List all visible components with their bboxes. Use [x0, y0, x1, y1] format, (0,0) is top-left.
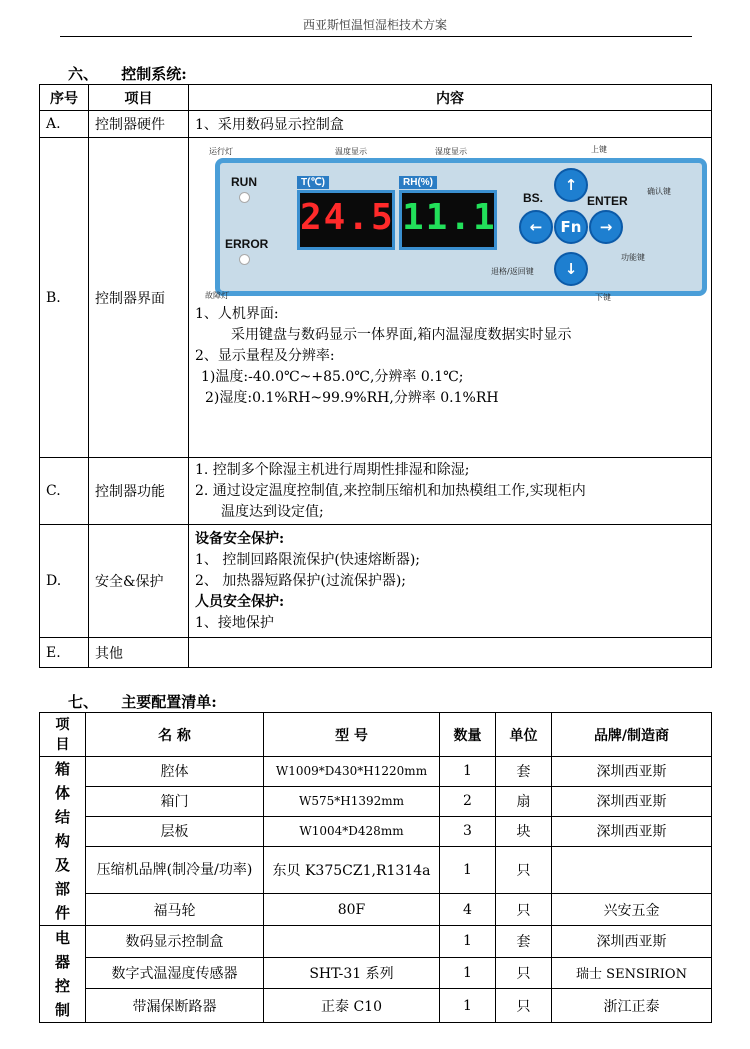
error-indicator-light — [239, 254, 250, 265]
humidity-display-label: RH(%) — [399, 176, 437, 189]
row-item: 其他 — [89, 638, 189, 668]
cell-name: 福马轮 — [86, 894, 264, 926]
cell-model: SHT-31 系列 — [264, 957, 440, 989]
col-header-item: 项目 — [89, 85, 189, 111]
table-row — [40, 926, 712, 958]
group-electrical-control: 电 器 控 制 — [40, 926, 86, 1023]
fn-button[interactable]: Fn — [554, 210, 588, 244]
annotation-confirm-key: 确认键 — [647, 187, 671, 196]
cell-model: W575*H1392mm — [264, 786, 440, 816]
run-label: RUN — [231, 175, 257, 189]
cell-name: 数码显示控制盒 — [86, 926, 264, 958]
cell-model: 正泰 C10 — [264, 989, 440, 1023]
col-header-model: 型 号 — [264, 713, 440, 757]
cell-qty: 1 — [440, 846, 496, 893]
cell-qty: 4 — [440, 894, 496, 926]
annotation-back-key: 退格/返回键 — [491, 267, 534, 276]
config-list-table — [39, 712, 712, 1023]
error-label: ERROR — [225, 237, 269, 251]
cell-unit: 套 — [496, 926, 552, 958]
section7-heading — [68, 691, 217, 712]
content-line: 2、 加热器短路保护(过流保护器); — [195, 572, 406, 589]
col-header-no: 序号 — [40, 85, 89, 111]
cell-name: 层板 — [86, 816, 264, 846]
annotation-down-key: 下键 — [595, 293, 611, 302]
row-item: 控制器硬件 — [89, 111, 189, 138]
section6-number: 六、 — [68, 65, 99, 83]
humidity-display: 11.1 — [399, 190, 497, 250]
row-content — [189, 638, 712, 668]
col-header-qty: 数量 — [440, 713, 496, 757]
table-row — [40, 816, 712, 846]
table-header-row — [40, 85, 712, 111]
section7-title: 主要配置清单: — [121, 693, 217, 711]
cell-qty: 3 — [440, 816, 496, 846]
cell-qty: 1 — [440, 957, 496, 989]
table-row — [40, 638, 712, 668]
content-line: 设备安全保护: — [195, 530, 285, 547]
cell-model: 80F — [264, 894, 440, 926]
table-row — [40, 111, 712, 138]
table-row — [40, 989, 712, 1023]
cell-unit: 扇 — [496, 786, 552, 816]
row-no: B. — [40, 138, 89, 458]
content-line: 温度达到设定值; — [221, 503, 324, 520]
table-header-row — [40, 713, 712, 757]
annotation-run-light: 运行灯 — [209, 147, 233, 156]
up-button[interactable]: ↑ — [554, 168, 588, 202]
cell-brand: 兴安五金 — [552, 894, 712, 926]
cell-brand: 瑞士 SENSIRION — [552, 957, 712, 989]
group-cabinet-parts: 箱 体 结 构 及 部 件 — [40, 757, 86, 926]
control-system-table — [39, 84, 712, 668]
col-header-content: 内容 — [189, 85, 712, 111]
table-row — [40, 894, 712, 926]
temp-display-label: T(℃) — [297, 176, 329, 189]
content-line: 2)湿度:0.1%RH~99.9%RH,分辨率 0.1%RH — [205, 390, 499, 406]
cell-unit: 只 — [496, 989, 552, 1023]
cell-brand — [552, 846, 712, 893]
section6-title: 控制系统: — [121, 65, 187, 83]
cell-model: W1004*D428mm — [264, 816, 440, 846]
section6-heading — [68, 63, 187, 84]
annotation-hum-display: 湿度显示 — [435, 147, 467, 156]
content-line: 1、人机界面: — [195, 306, 279, 322]
row-no: C. — [40, 458, 89, 525]
row-no: E. — [40, 638, 89, 668]
enter-button[interactable]: → — [589, 210, 623, 244]
table-row — [40, 957, 712, 989]
cell-unit: 块 — [496, 816, 552, 846]
header-divider — [60, 36, 692, 37]
cell-unit: 只 — [496, 894, 552, 926]
page-header: 西亚斯恒温恒湿柜技术方案 — [302, 18, 447, 32]
annotation-fault-light: 故障灯 — [205, 291, 229, 300]
cell-qty: 1 — [440, 757, 496, 787]
content-line: 1、 控制回路限流保护(快速熔断器); — [195, 551, 420, 568]
temperature-display: 24.5 — [297, 190, 395, 250]
col-header-brand: 品牌/制造商 — [552, 713, 712, 757]
row-item: 安全&保护 — [89, 525, 189, 638]
table-row — [40, 138, 712, 458]
content-line: 2. 通过设定温度控制值,来控制压缩机和加热模组工作,实现柜内 — [195, 482, 586, 499]
cell-name: 带漏保断路器 — [86, 989, 264, 1023]
cell-model: W1009*D430*H1220mm — [264, 757, 440, 787]
cell-brand: 深圳西亚斯 — [552, 816, 712, 846]
cell-model: 东贝 K375CZ1,R1314a — [264, 846, 440, 893]
table-row — [40, 458, 712, 525]
col-header-name: 名 称 — [86, 713, 264, 757]
cell-brand: 深圳西亚斯 — [552, 926, 712, 958]
content-line: 1)温度:-40.0℃~+85.0℃,分辨率 0.1℃; — [201, 369, 464, 385]
table-row — [40, 757, 712, 787]
content-line: 采用键盘与数码显示一体界面,箱内温湿度数据实时显示 — [231, 327, 572, 343]
col-header-item: 项 目 — [40, 713, 86, 757]
annotation-function-key: 功能键 — [621, 253, 645, 262]
enter-label: ENTER — [587, 194, 628, 208]
controller-panel-image — [201, 142, 701, 302]
section7-number: 七、 — [68, 693, 99, 711]
cell-qty: 1 — [440, 926, 496, 958]
cell-qty: 1 — [440, 989, 496, 1023]
content-line: 人员安全保护: — [195, 593, 285, 610]
cell-name: 箱门 — [86, 786, 264, 816]
cell-unit: 只 — [496, 846, 552, 893]
bs-label: BS. — [523, 191, 544, 205]
row-item: 控制器界面 — [89, 138, 189, 458]
content-line: 1. 控制多个除湿主机进行周期性排湿和除湿; — [195, 461, 470, 478]
cell-brand: 深圳西亚斯 — [552, 757, 712, 787]
down-button[interactable]: ↓ — [554, 252, 588, 286]
back-button[interactable]: ← — [519, 210, 553, 244]
row-no: D. — [40, 525, 89, 638]
cell-name: 压缩机品牌(制冷量/功率) — [86, 846, 264, 893]
cell-qty: 2 — [440, 786, 496, 816]
table-row — [40, 786, 712, 816]
annotation-up-key: 上键 — [591, 145, 607, 154]
cell-unit: 只 — [496, 957, 552, 989]
row-content: 1、采用数码显示控制盒 — [189, 111, 712, 138]
cell-unit: 套 — [496, 757, 552, 787]
cell-name: 数字式温湿度传感器 — [86, 957, 264, 989]
run-indicator-light — [239, 192, 250, 203]
row-no: A. — [40, 111, 89, 138]
row-content — [189, 458, 712, 525]
row-content — [189, 525, 712, 638]
col-header-unit: 单位 — [496, 713, 552, 757]
content-line: 1、接地保护 — [195, 614, 274, 631]
cell-brand: 深圳西亚斯 — [552, 786, 712, 816]
table-row — [40, 846, 712, 893]
cell-brand: 浙江正泰 — [552, 989, 712, 1023]
row-item: 控制器功能 — [89, 458, 189, 525]
table-row — [40, 525, 712, 638]
cell-name: 腔体 — [86, 757, 264, 787]
cell-model — [264, 926, 440, 958]
content-line: 2、显示量程及分辨率: — [195, 348, 335, 364]
annotation-temp-display: 温度显示 — [335, 147, 367, 156]
row-content — [189, 138, 712, 458]
